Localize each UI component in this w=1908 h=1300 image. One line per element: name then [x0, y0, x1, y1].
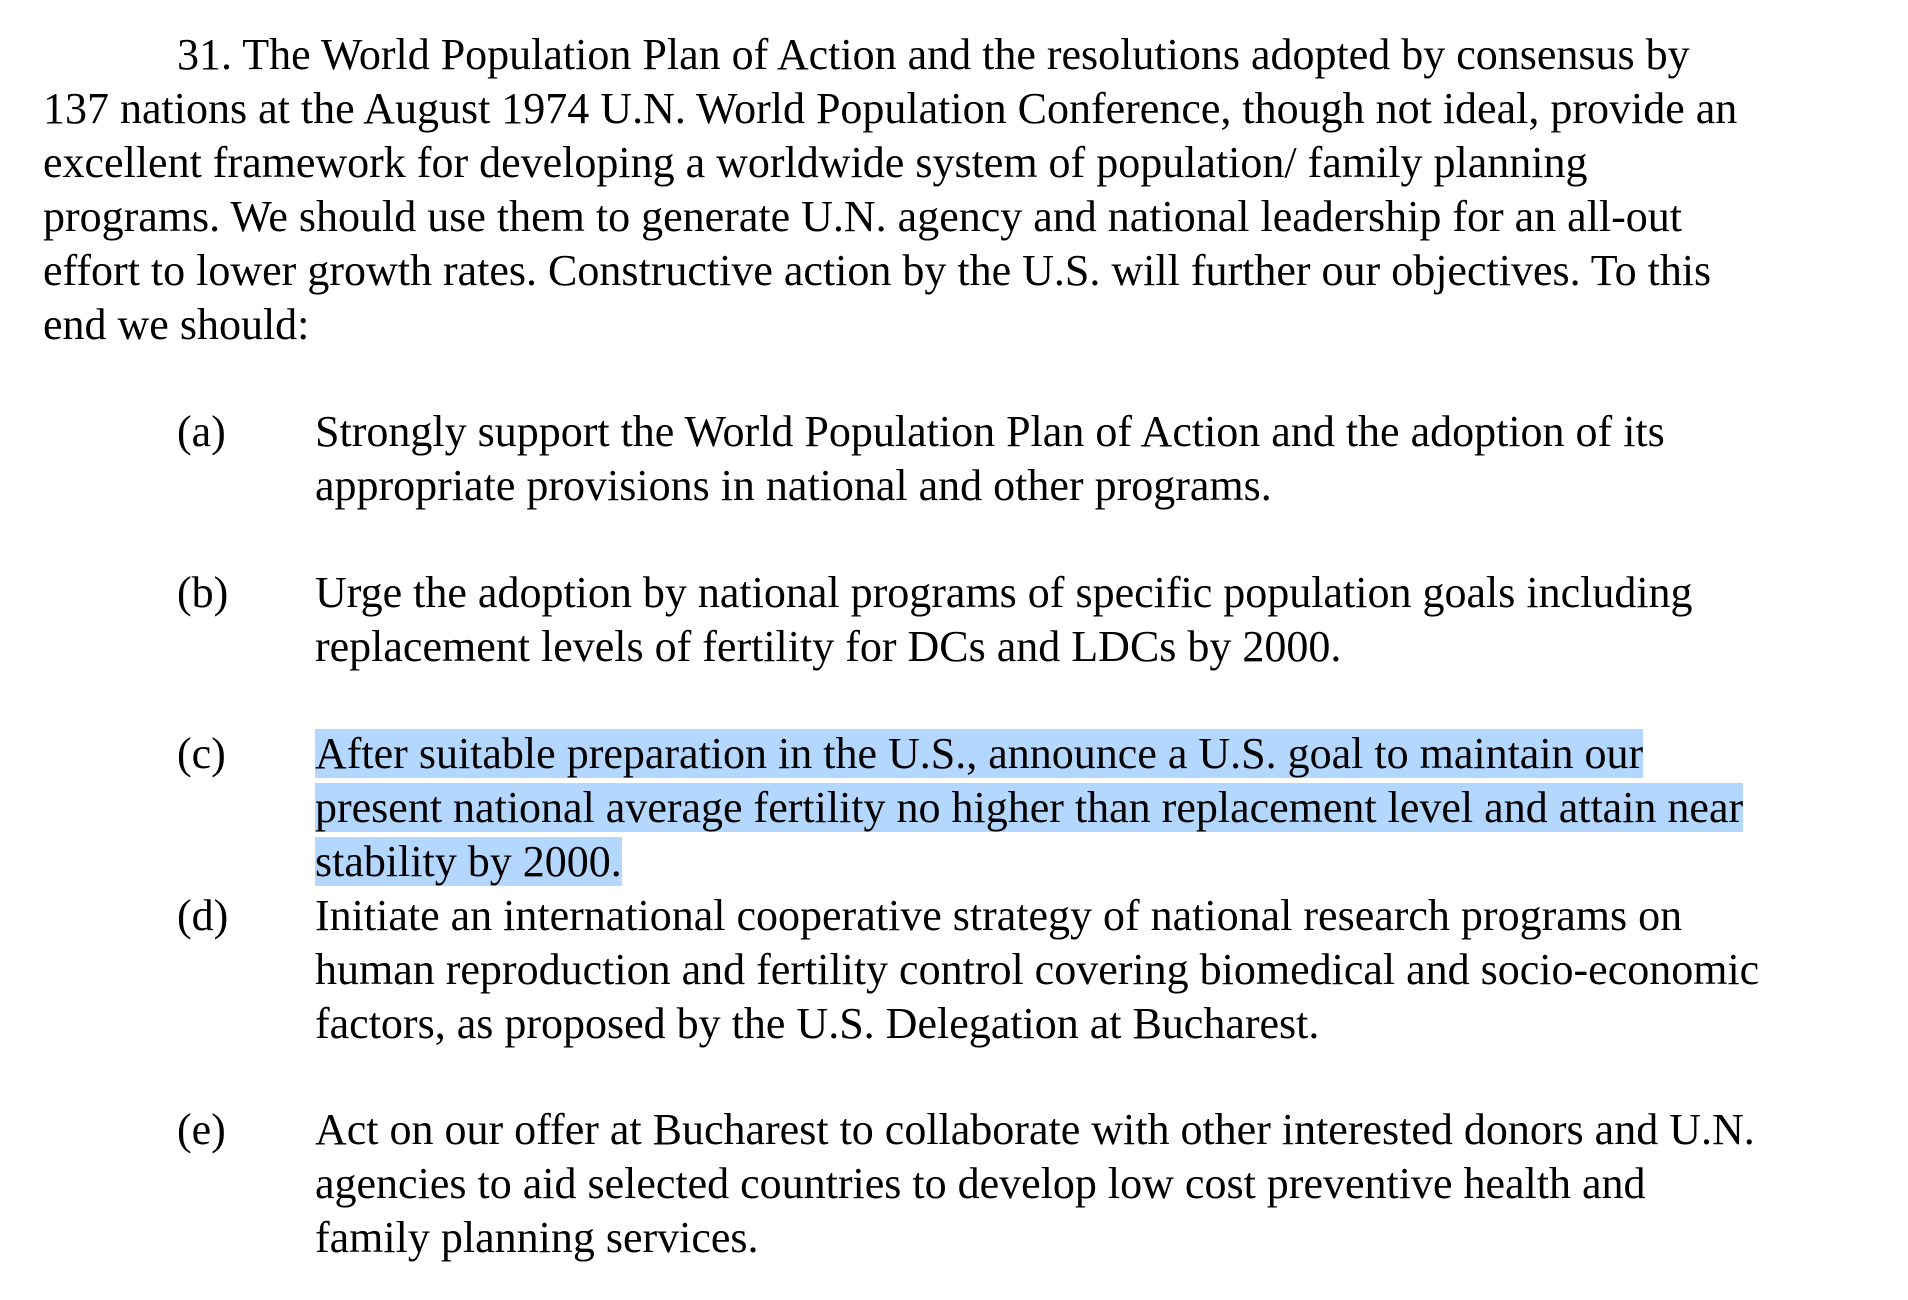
item-line: human reproduction and fertility control covering biomedical and socio-economic	[315, 945, 1760, 994]
item-line: agencies to aid selected countries to develop low cost preventive health and	[315, 1159, 1646, 1208]
item-body	[315, 566, 1875, 674]
highlighted-line[interactable]: present national average fertility no higher than replacement level and attain near	[315, 783, 1744, 832]
item-label: (d)	[177, 891, 229, 940]
highlighted-line[interactable]: After suitable preparation in the U.S., announce a U.S. goal to maintain our	[315, 729, 1644, 778]
item-line: family planning services.	[315, 1213, 759, 1262]
intro-line: effort to lower growth rates. Constructive action by the U.S. will further our objectives. To this	[43, 246, 1712, 295]
item-line: Strongly support the World Population Plan of Action and the adoption of its	[315, 407, 1665, 456]
highlight-line-wrap	[315, 727, 1875, 781]
highlight-line-wrap	[315, 781, 1875, 835]
item-body	[315, 1103, 1875, 1265]
intro-line: end we should:	[43, 300, 310, 349]
item-label: (b)	[177, 568, 229, 617]
intro-line: programs. We should use them to generate U.N. agency and national leadership for an all-out	[43, 192, 1683, 241]
item-label: (a)	[177, 407, 226, 456]
item-line: replacement levels of fertility for DCs and LDCs by 2000.	[315, 622, 1342, 671]
item-label: (c)	[177, 729, 226, 778]
item-line: Initiate an international cooperative strategy of national research programs on	[315, 891, 1683, 940]
item-label: (e)	[177, 1105, 226, 1154]
item-line: factors, as proposed by the U.S. Delegation at Bucharest.	[315, 999, 1320, 1048]
item-body	[315, 889, 1875, 1051]
item-line: appropriate provisions in national and other programs.	[315, 461, 1272, 510]
intro-line: 137 nations at the August 1974 U.N. World Population Conference, though not ideal, provide an	[43, 84, 1738, 133]
highlight-line-wrap	[315, 835, 1875, 889]
item-body	[315, 405, 1875, 513]
item-line: Act on our offer at Bucharest to collaborate with other interested donors and U.N.	[315, 1105, 1755, 1154]
intro-line: 31. The World Population Plan of Action and the resolutions adopted by consensus by	[177, 30, 1690, 79]
intro-line: excellent framework for developing a worldwide system of population/ family planning	[43, 138, 1588, 187]
highlighted-line[interactable]: stability by 2000.	[315, 837, 622, 886]
selected-text-block[interactable]	[315, 727, 1875, 889]
intro-paragraph	[43, 28, 1833, 352]
item-line: Urge the adoption by national programs of specific population goals including	[315, 568, 1693, 617]
